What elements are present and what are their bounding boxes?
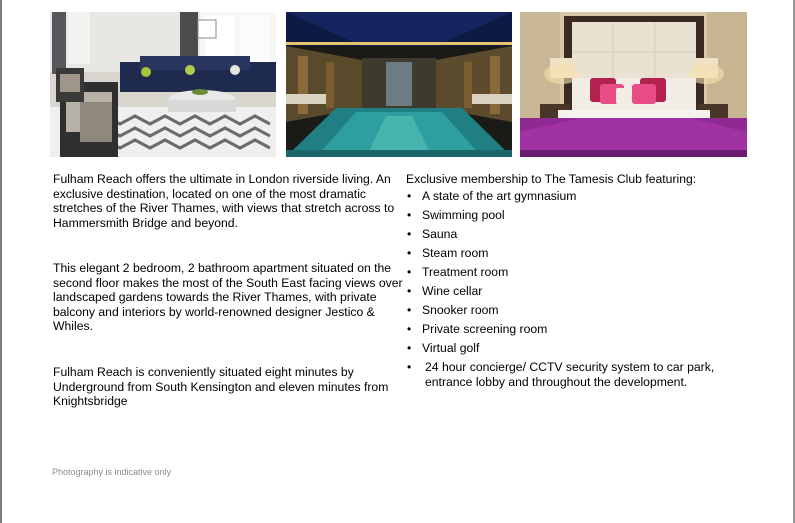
list-item: • Treatment room xyxy=(406,265,751,284)
location-paragraph: Fulham Reach is conveniently situated eight minutes by Underground from South Kensington and eleven minutes from Knightsbridge xyxy=(53,365,389,408)
bedroom-photo xyxy=(520,12,747,157)
apartment-paragraph: This elegant 2 bedroom, 2 bathroom apartment situated on the second floor makes the most of the South East facing views over landscaped gardens towards the River Thames, with private balcony and interiors by world-renowned designer Jestico & Whiles. xyxy=(53,261,403,333)
living-room-photo xyxy=(50,12,276,157)
list-item: • Sauna xyxy=(406,227,751,246)
amenities-list xyxy=(406,189,751,389)
list-item: • Steam room xyxy=(406,246,751,265)
list-item: • Virtual golf xyxy=(406,341,751,360)
membership-heading: Exclusive membership to The Tamesis Club featuring: xyxy=(406,172,697,186)
intro-paragraph: Fulham Reach offers the ultimate in London riverside living. An exclusive destination, located on one of the most dramatic stretches of the River Thames, with views that stretch across to Hammersmith Bridge and beyond. xyxy=(53,172,395,230)
list-item: • A state of the art gymnasium xyxy=(406,189,751,208)
list-item: • Private screening room xyxy=(406,322,751,341)
swimming-pool-photo xyxy=(286,12,512,157)
list-item: • Wine cellar xyxy=(406,284,751,303)
list-item: • Snooker room xyxy=(406,303,751,322)
photography-disclaimer: Photography is indicative only xyxy=(52,467,172,477)
list-item: • Swimming pool xyxy=(406,208,751,227)
list-item: • 24 hour concierge/ CCTV security system to car park, entrance lobby and throughout the development. xyxy=(406,360,751,389)
page-left-edge xyxy=(0,0,2,523)
